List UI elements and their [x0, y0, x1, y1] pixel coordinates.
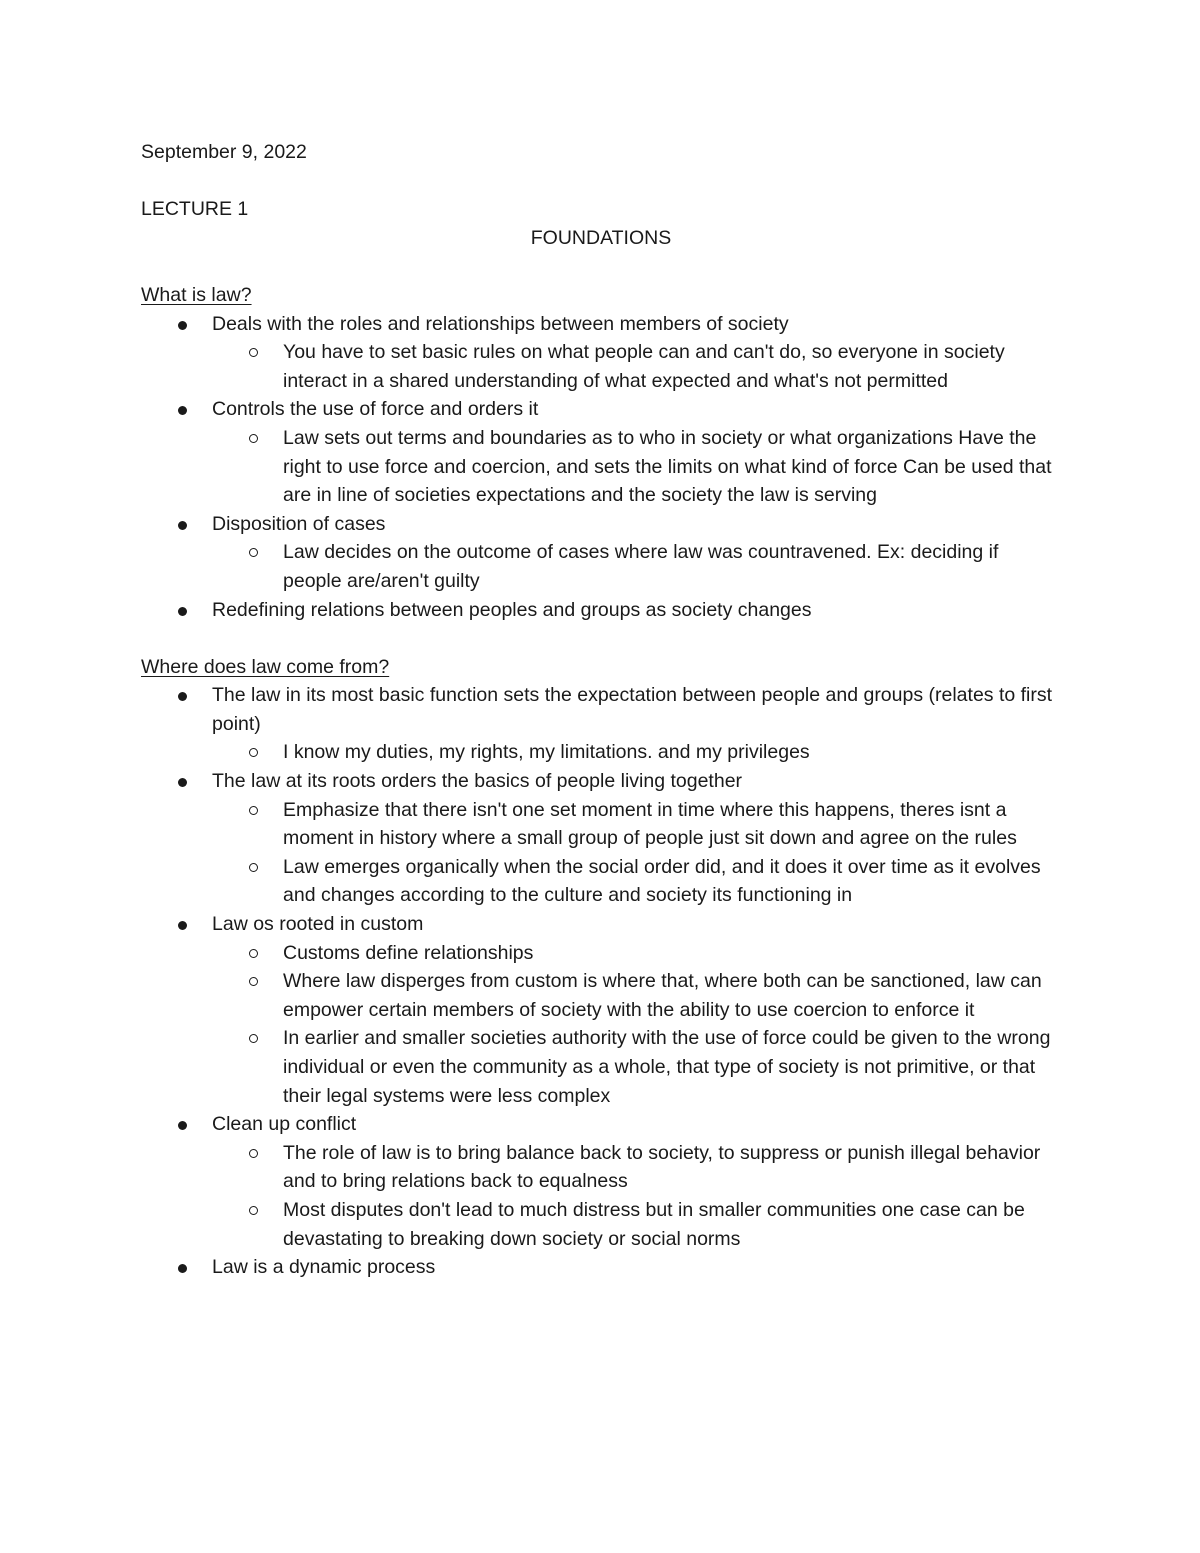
list-item	[141, 510, 1061, 596]
sub-list-item	[212, 796, 1061, 853]
list-item-text: Law is a dynamic process	[212, 1256, 436, 1279]
sub-list-item-text: In earlier and smaller societies authority with the use of force could be given to the wrong individual or even the community as a whole, that type of society is not primitive, or that their legal systems were less complex	[283, 1027, 1051, 1107]
filled-bullet-icon	[178, 321, 187, 330]
sub-list-item-text: The role of law is to bring balance back to society, to suppress or punish illegal behavior and to bring relations back to equalness	[283, 1141, 1041, 1193]
list-item-text: Redefining relations between peoples and groups as society changes	[212, 598, 812, 621]
sub-list-item-text: Where law disperges from custom is where that, where both can be sanctioned, law can empower certain members of society with the ability to use coercion to enforce it	[283, 970, 1042, 1021]
sub-list-item	[212, 1024, 1061, 1110]
filled-bullet-icon	[178, 521, 187, 530]
filled-bullet-icon	[178, 1121, 187, 1130]
list-item-text: Controls the use of force and orders it	[212, 398, 539, 421]
sub-list-item	[212, 939, 1061, 968]
sub-list-item-text: You have to set basic rules on what people can and can't do, so everyone in society interact in a shared understanding of what expected and what's not permitted	[283, 341, 1005, 392]
sub-list-item	[212, 424, 1061, 510]
lecture-label: LECTURE 1	[141, 198, 249, 221]
sub-bullet-list	[212, 738, 1061, 767]
list-item	[141, 910, 1061, 1110]
hollow-bullet-icon	[249, 1206, 258, 1215]
hollow-bullet-icon	[249, 949, 258, 958]
list-item	[141, 310, 1061, 396]
sub-list-item	[212, 967, 1061, 1024]
list-item-text: Disposition of cases	[212, 512, 386, 535]
list-item	[141, 1253, 1061, 1282]
sections-container	[141, 281, 1061, 1282]
list-item	[141, 681, 1061, 767]
sub-list-item-text: Law emerges organically when the social order did, and it does it over time as it evolves and changes according to the culture and society its functioning in	[283, 855, 1041, 907]
sub-bullet-list	[212, 338, 1061, 395]
filled-bullet-icon	[178, 778, 187, 787]
section-heading: Where does law come from?	[141, 655, 390, 678]
list-item-text: Law os rooted in custom	[212, 913, 424, 936]
sub-list-item	[212, 538, 1061, 595]
hollow-bullet-icon	[249, 863, 258, 872]
sub-list-item-text: Most disputes don't lead to much distress but in smaller communities one case can be devastating to breaking down society or social norms	[283, 1198, 1025, 1250]
hollow-bullet-icon	[249, 748, 258, 757]
filled-bullet-icon	[178, 921, 187, 930]
bullet-list	[141, 310, 1061, 625]
list-item-text: The law in its most basic function sets the expectation between people and groups (relates to first point)	[212, 684, 1053, 735]
sub-list-item-text: Customs define relationships	[283, 941, 534, 964]
sub-list-item	[212, 338, 1061, 395]
sub-bullet-list	[212, 1139, 1061, 1253]
filled-bullet-icon	[178, 1264, 187, 1273]
hollow-bullet-icon	[249, 977, 258, 986]
sub-bullet-list	[212, 538, 1061, 595]
sub-list-item-text: Law decides on the outcome of cases where law was countravened. Ex: deciding if people are/aren't guilty	[283, 541, 999, 592]
sub-bullet-list	[212, 796, 1061, 910]
list-item	[141, 1110, 1061, 1253]
sub-list-item-text: Law sets out terms and boundaries as to who in society or what organizations Have the right to use force and coercion, and sets the limits on what kind of force Can be used that are in line of societies expectations and the society the law is serving	[283, 426, 1052, 507]
spacer	[141, 624, 1061, 653]
hollow-bullet-icon	[249, 434, 258, 443]
list-item	[141, 767, 1061, 910]
list-item	[141, 395, 1061, 509]
hollow-bullet-icon	[249, 1034, 258, 1043]
spacer	[141, 252, 1061, 281]
sub-list-item	[212, 1196, 1061, 1253]
list-item-text: Deals with the roles and relationships between members of society	[212, 312, 789, 335]
list-item-text: Clean up conflict	[212, 1113, 357, 1136]
hollow-bullet-icon	[249, 806, 258, 815]
list-item-text: The law at its roots orders the basics of people living together	[212, 770, 743, 793]
document-body	[141, 138, 1061, 1282]
hollow-bullet-icon	[249, 1149, 258, 1158]
document-title: FOUNDATIONS	[530, 226, 672, 249]
filled-bullet-icon	[178, 692, 187, 701]
sub-bullet-list	[212, 939, 1061, 1111]
sub-list-item-text: I know my duties, my rights, my limitations. and my privileges	[283, 741, 810, 764]
sub-list-item	[212, 1139, 1061, 1196]
spacer	[141, 167, 1061, 196]
section-heading: What is law?	[141, 283, 252, 306]
filled-bullet-icon	[178, 607, 187, 616]
sub-bullet-list	[212, 424, 1061, 510]
hollow-bullet-icon	[249, 348, 258, 357]
bullet-list	[141, 681, 1061, 1281]
filled-bullet-icon	[178, 406, 187, 415]
sub-list-item	[212, 853, 1061, 910]
document-date: September 9, 2022	[141, 141, 307, 163]
list-item	[141, 596, 1061, 625]
sub-list-item-text: Emphasize that there isn't one set moment in time where this happens, theres isnt a moment in history where a small group of people just sit down and agree on the rules	[283, 798, 1017, 850]
sub-list-item	[212, 738, 1061, 767]
hollow-bullet-icon	[249, 548, 258, 557]
